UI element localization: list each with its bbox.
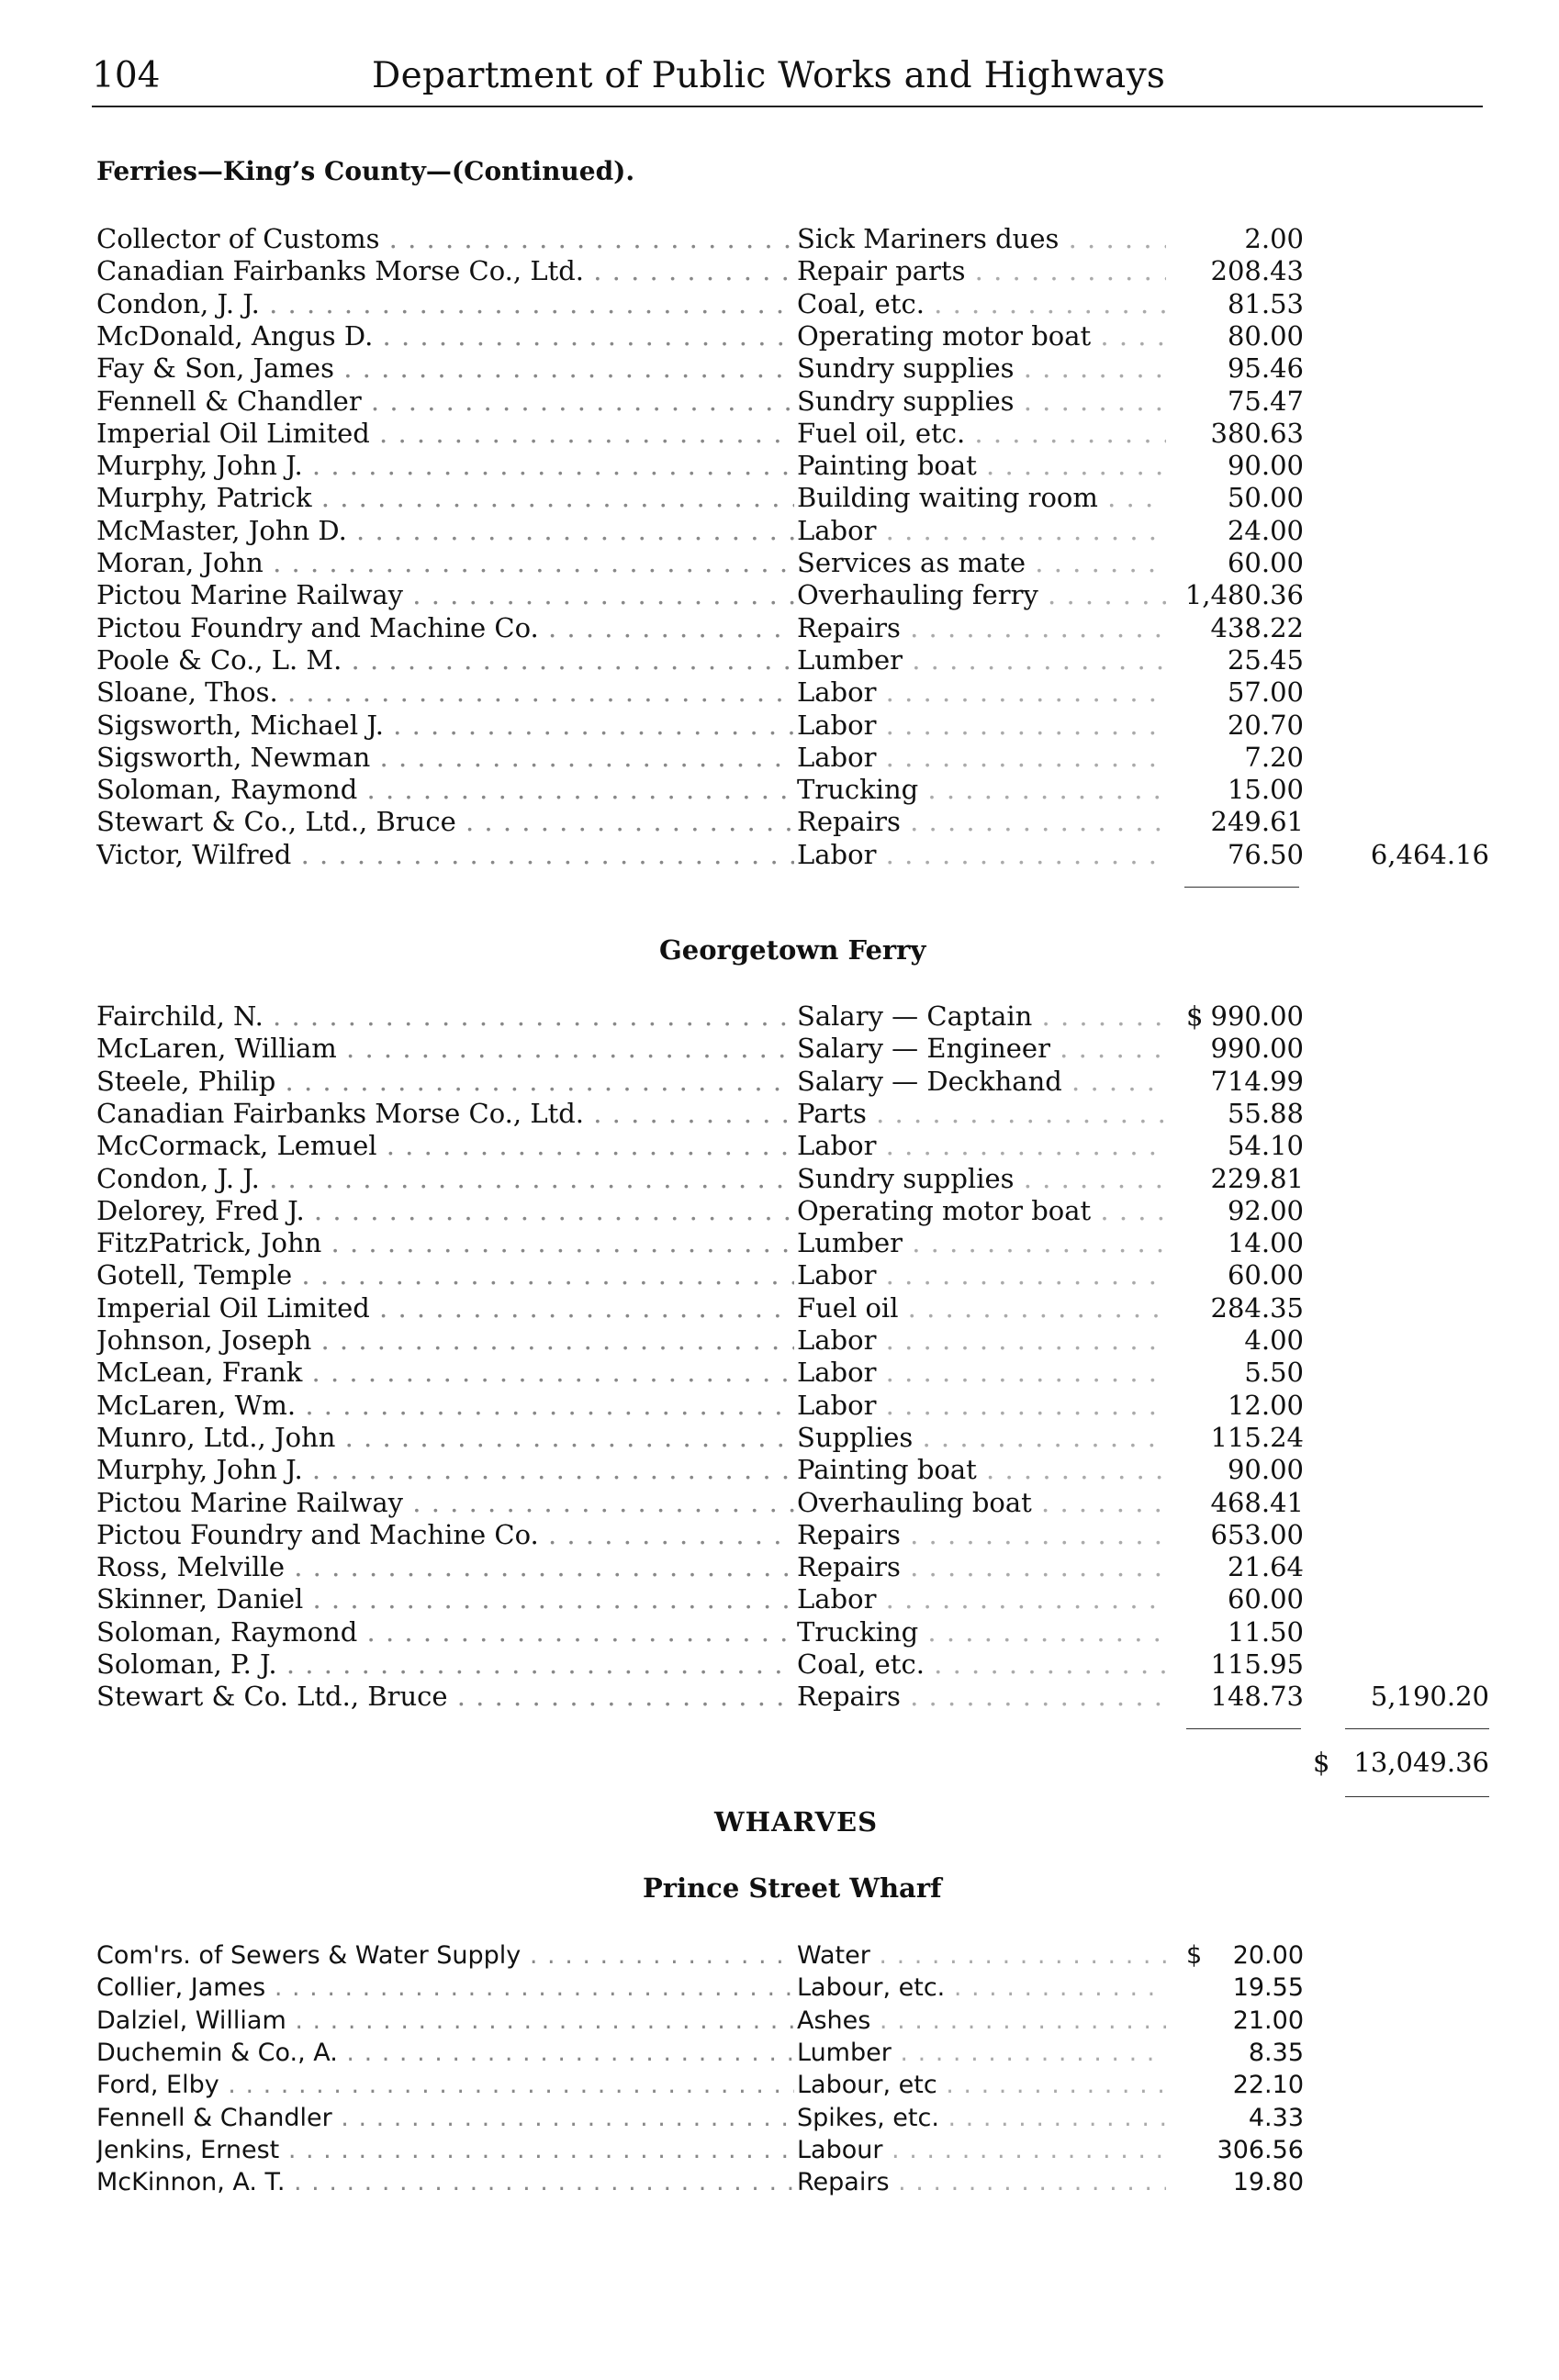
amount: 54.10 <box>1227 1130 1304 1162</box>
amount: 90.00 <box>1227 450 1304 482</box>
table-row <box>0 1422 1559 1454</box>
table-row <box>0 2166 1559 2198</box>
table-row <box>0 1227 1559 1259</box>
table-row <box>0 1163 1559 1195</box>
amount: 115.95 <box>1210 1648 1304 1680</box>
table-row <box>0 288 1559 320</box>
section-heading-georgetown: Georgetown Ferry <box>659 934 926 966</box>
item-description: Repairs . . . <box>797 1551 1166 1583</box>
payee-name: Poole & Co., L. M. . . . <box>96 644 794 676</box>
table-row <box>0 385 1559 418</box>
running-head: Department of Public Works and Highways <box>372 55 1166 96</box>
payee-name: McLaren, William . . . <box>96 1033 794 1065</box>
payee-name: Imperial Oil Limited . . . <box>96 1292 794 1324</box>
item-description: Overhauling boat . . . <box>797 1487 1166 1519</box>
item-description: Labor . . . <box>797 1324 1166 1357</box>
amount: 249.61 <box>1210 806 1304 838</box>
item-description: Fuel oil, etc. . . . <box>797 418 1166 450</box>
table-row <box>0 2134 1559 2166</box>
item-description: Repair parts . . . <box>797 255 1166 287</box>
amount: 7.20 <box>1244 741 1304 773</box>
table-row <box>0 774 1559 806</box>
payee-name: Soloman, Raymond . . . <box>96 1616 794 1648</box>
amount: 653.00 <box>1210 1518 1304 1550</box>
amount: 115.24 <box>1210 1421 1304 1453</box>
item-description: Labor . . . <box>797 1390 1166 1422</box>
subheading-prince-street-wharf: Prince Street Wharf <box>643 1872 942 1904</box>
payee-name: Imperial Oil Limited . . . <box>96 418 794 450</box>
payee-name: Victor, Wilfred . . . <box>96 839 794 871</box>
amount: 80.00 <box>1227 319 1304 352</box>
amount: 229.81 <box>1210 1162 1304 1194</box>
payee-name: Condon, J. J. . . . <box>96 288 794 320</box>
amount: 468.41 <box>1210 1486 1304 1518</box>
payee-name: Murphy, John J. . . . <box>96 450 794 482</box>
amount: 990.00 <box>1210 1000 1304 1032</box>
table-row <box>0 352 1559 385</box>
payee-name: Stewart & Co., Ltd., Bruce . . . <box>96 806 794 838</box>
table-row <box>0 1292 1559 1324</box>
payee-name: Munro, Ltd., John . . . <box>96 1422 794 1454</box>
item-description: Sundry supplies . . . <box>797 1163 1166 1195</box>
amount: 306.56 <box>1217 2135 1304 2164</box>
page-number: 104 <box>92 55 161 96</box>
amount: 14.00 <box>1227 1227 1304 1259</box>
item-description: Labor . . . <box>797 839 1166 871</box>
table-row <box>0 1939 1559 1972</box>
table-row <box>0 255 1559 287</box>
payee-name: Canadian Fairbanks Morse Co., Ltd. . . . <box>96 255 794 287</box>
amount: 714.99 <box>1210 1065 1304 1097</box>
subtotal-rule <box>1186 1728 1301 1729</box>
amount: 208.43 <box>1210 255 1304 287</box>
item-description: Fuel oil . . . <box>797 1292 1166 1324</box>
payee-name: Pictou Marine Railway . . . <box>96 1487 794 1519</box>
item-description: Repairs . . . <box>797 612 1166 644</box>
payee-name: Steele, Philip . . . <box>96 1066 794 1098</box>
item-description: Lumber . . . <box>797 644 1166 676</box>
table-row <box>0 1487 1559 1519</box>
table-row <box>0 710 1559 742</box>
item-description: Coal, etc. . . . <box>797 1648 1166 1681</box>
table-row <box>0 450 1559 482</box>
table-row <box>0 515 1559 547</box>
item-description: Sundry supplies . . . <box>797 385 1166 418</box>
table-row <box>0 579 1559 611</box>
item-description: Trucking . . . <box>797 774 1166 806</box>
dollar-sign: $ <box>1186 1000 1204 1032</box>
item-description: Labour . . . <box>797 2134 1166 2166</box>
item-description: Labor . . . <box>797 1583 1166 1615</box>
item-description: Labor . . . <box>797 1259 1166 1291</box>
payee-name: McDonald, Angus D. . . . <box>96 320 794 352</box>
item-description: Building waiting room . . . <box>797 482 1166 514</box>
table-row <box>0 1195 1559 1227</box>
table-row <box>0 1259 1559 1291</box>
section-heading-wharves: WHARVES <box>714 1806 879 1838</box>
payee-name: Soloman, P. J. . . . <box>96 1648 794 1681</box>
item-description: Overhauling ferry . . . <box>797 579 1166 611</box>
payee-name: Sigsworth, Michael J. . . . <box>96 710 794 742</box>
table-row <box>0 547 1559 579</box>
grand-total-rule <box>1345 1796 1489 1797</box>
table-row <box>0 2037 1559 2069</box>
table-row <box>0 1583 1559 1615</box>
dollar-sign: $ <box>1313 1747 1330 1778</box>
amount: 21.00 <box>1232 2006 1304 2035</box>
amount: 15.00 <box>1227 774 1304 806</box>
amount: 50.00 <box>1227 482 1304 514</box>
table-row <box>0 418 1559 450</box>
table-row <box>0 1681 1559 1713</box>
payee-name: Ross, Melville . . . <box>96 1551 794 1583</box>
item-description: Painting boat . . . <box>797 450 1166 482</box>
table-row <box>0 1000 1559 1033</box>
amount: 95.46 <box>1227 352 1304 385</box>
amount: 22.10 <box>1232 2071 1304 2100</box>
item-description: Salary — Engineer . . . <box>797 1033 1166 1065</box>
amount: 60.00 <box>1227 1583 1304 1615</box>
amount: 1,480.36 <box>1184 579 1304 611</box>
header-rule <box>92 106 1483 107</box>
amount: 76.50 <box>1227 838 1304 870</box>
section-total: 5,190.20 <box>1370 1681 1489 1713</box>
payee-name: Collier, James . . . <box>96 1972 794 2004</box>
amount: 284.35 <box>1210 1291 1304 1324</box>
item-description: Supplies . . . <box>797 1422 1166 1454</box>
amount: 90.00 <box>1227 1454 1304 1486</box>
table-row <box>0 1454 1559 1486</box>
amount: 55.88 <box>1227 1097 1304 1129</box>
table-row <box>0 806 1559 838</box>
item-description: Coal, etc. . . . <box>797 288 1166 320</box>
payee-name: Sloane, Thos. . . . <box>96 676 794 709</box>
payee-name: Fay & Son, James . . . <box>96 352 794 385</box>
item-description: Labor . . . <box>797 742 1166 774</box>
item-description: Labor . . . <box>797 515 1166 547</box>
table-row <box>0 223 1559 255</box>
item-description: Labour, etc . . . <box>797 2069 1166 2101</box>
amount: 990.00 <box>1210 1033 1304 1065</box>
payee-name: Fairchild, N. . . . <box>96 1000 794 1033</box>
amount: 57.00 <box>1227 676 1304 709</box>
payee-name: Fennell & Chandler . . . <box>96 385 794 418</box>
payee-name: Skinner, Daniel . . . <box>96 1583 794 1615</box>
payee-name: Stewart & Co. Ltd., Bruce . . . <box>96 1681 794 1713</box>
item-description: Labor . . . <box>797 710 1166 742</box>
amount: 12.00 <box>1227 1389 1304 1421</box>
amount: 20.00 <box>1232 1941 1304 1970</box>
item-description: Painting boat . . . <box>797 1454 1166 1486</box>
table-row <box>0 1098 1559 1130</box>
amount: 11.50 <box>1227 1615 1304 1648</box>
amount: 21.64 <box>1227 1551 1304 1583</box>
item-description: Repairs . . . <box>797 1519 1166 1551</box>
payee-name: Dalziel, William . . . <box>96 2005 794 2037</box>
amount: 20.70 <box>1227 709 1304 741</box>
amount: 4.00 <box>1244 1324 1304 1356</box>
payee-name: McCormack, Lemuel . . . <box>96 1130 794 1162</box>
amount: 75.47 <box>1227 385 1304 417</box>
table-row <box>0 482 1559 514</box>
amount: 2.00 <box>1244 223 1304 254</box>
item-description: Ashes . . . <box>797 2005 1166 2037</box>
table-row <box>0 320 1559 352</box>
payee-name: FitzPatrick, John . . . <box>96 1227 794 1259</box>
amount: 81.53 <box>1227 287 1304 319</box>
amount: 380.63 <box>1210 417 1304 449</box>
payee-name: McLean, Frank . . . <box>96 1357 794 1389</box>
item-description: Sick Mariners dues . . . <box>797 223 1166 255</box>
table-row <box>0 1648 1559 1681</box>
table-row <box>0 2005 1559 2037</box>
item-description: Labor . . . <box>797 676 1166 709</box>
table-row <box>0 742 1559 774</box>
table-row <box>0 1066 1559 1098</box>
item-description: Lumber . . . <box>797 1227 1166 1259</box>
item-description: Water . . . <box>797 1939 1166 1972</box>
payee-name: Delorey, Fred J. . . . <box>96 1195 794 1227</box>
item-description: Lumber . . . <box>797 2037 1166 2069</box>
amount: 25.45 <box>1227 643 1304 676</box>
table-row <box>0 1390 1559 1422</box>
table-row <box>0 676 1559 709</box>
table-row <box>0 1357 1559 1389</box>
item-description: Salary — Captain . . . <box>797 1000 1166 1033</box>
page-header <box>92 50 1487 106</box>
item-description: Labor . . . <box>797 1357 1166 1389</box>
amount: 438.22 <box>1210 611 1304 643</box>
table-row <box>0 1033 1559 1065</box>
amount: 60.00 <box>1227 547 1304 578</box>
payee-name: McLaren, Wm. . . . <box>96 1390 794 1422</box>
payee-name: Murphy, John J. . . . <box>96 1454 794 1486</box>
payee-name: Moran, John . . . <box>96 547 794 579</box>
payee-name: Pictou Foundry and Machine Co. . . . <box>96 612 794 644</box>
item-description: Trucking . . . <box>797 1616 1166 1648</box>
table-row <box>0 644 1559 676</box>
amount: 5.50 <box>1244 1357 1304 1389</box>
amount: 92.00 <box>1227 1194 1304 1226</box>
table-row <box>0 2069 1559 2101</box>
item-description: Repairs . . . <box>797 2166 1166 2198</box>
payee-name: Condon, J. J. . . . <box>96 1163 794 1195</box>
section-heading-ferries-kings: Ferries—King’s County—(Continued). <box>96 156 635 186</box>
amount: 60.00 <box>1227 1259 1304 1291</box>
payee-name: Gotell, Temple . . . <box>96 1259 794 1291</box>
table-row <box>0 1519 1559 1551</box>
subtotal-rule <box>1184 887 1299 888</box>
total-rule <box>1345 1728 1489 1729</box>
item-description: Salary — Deckhand . . . <box>797 1066 1166 1098</box>
item-description: Repairs . . . <box>797 806 1166 838</box>
table-row <box>0 1616 1559 1648</box>
amount: 4.33 <box>1248 2103 1304 2132</box>
section-total: 6,464.16 <box>1370 838 1489 870</box>
dollar-sign: $ <box>1186 1941 1203 1970</box>
payee-name: Pictou Foundry and Machine Co. . . . <box>96 1519 794 1551</box>
item-description: Repairs . . . <box>797 1681 1166 1713</box>
payee-name: Canadian Fairbanks Morse Co., Ltd. . . . <box>96 1098 794 1130</box>
item-description: Spikes, etc. . . . <box>797 2102 1166 2134</box>
table-row <box>0 1324 1559 1357</box>
amount: 19.55 <box>1232 1973 1304 2003</box>
item-description: Labour, etc. . . . <box>797 1972 1166 2004</box>
item-description: Services as mate . . . <box>797 547 1166 579</box>
amount: 148.73 <box>1210 1681 1304 1713</box>
amount: 19.80 <box>1232 2168 1304 2197</box>
table-row <box>0 839 1559 871</box>
item-description: Operating motor boat . . . <box>797 1195 1166 1227</box>
payee-name: Collector of Customs . . . <box>96 223 794 255</box>
table-row <box>0 1972 1559 2004</box>
payee-name: Com'rs. of Sewers & Water Supply . . . <box>96 1939 794 1972</box>
item-description: Labor . . . <box>797 1130 1166 1162</box>
item-description: Operating motor boat . . . <box>797 320 1166 352</box>
grand-total-value: 13,049.36 <box>1353 1747 1489 1778</box>
payee-name: Fennell & Chandler . . . <box>96 2102 794 2134</box>
payee-name: Soloman, Raymond . . . <box>96 774 794 806</box>
amount: 24.00 <box>1227 514 1304 546</box>
table-row <box>0 612 1559 644</box>
amount: 8.35 <box>1248 2038 1304 2067</box>
item-description: Sundry supplies . . . <box>797 352 1166 385</box>
payee-name: Ford, Elby . . . <box>96 2069 794 2101</box>
table-row <box>0 1130 1559 1162</box>
payee-name: Duchemin & Co., A. . . . <box>96 2037 794 2069</box>
payee-name: Johnson, Joseph . . . <box>96 1324 794 1357</box>
payee-name: Sigsworth, Newman . . . <box>96 742 794 774</box>
payee-name: McMaster, John D. . . . <box>96 515 794 547</box>
payee-name: McKinnon, A. T. . . . <box>96 2166 794 2198</box>
payee-name: Pictou Marine Railway . . . <box>96 579 794 611</box>
payee-name: Murphy, Patrick . . . <box>96 482 794 514</box>
payee-name: Jenkins, Ernest . . . <box>96 2134 794 2166</box>
table-row <box>0 1551 1559 1583</box>
item-description: Parts . . . <box>797 1098 1166 1130</box>
table-row <box>0 2102 1559 2134</box>
